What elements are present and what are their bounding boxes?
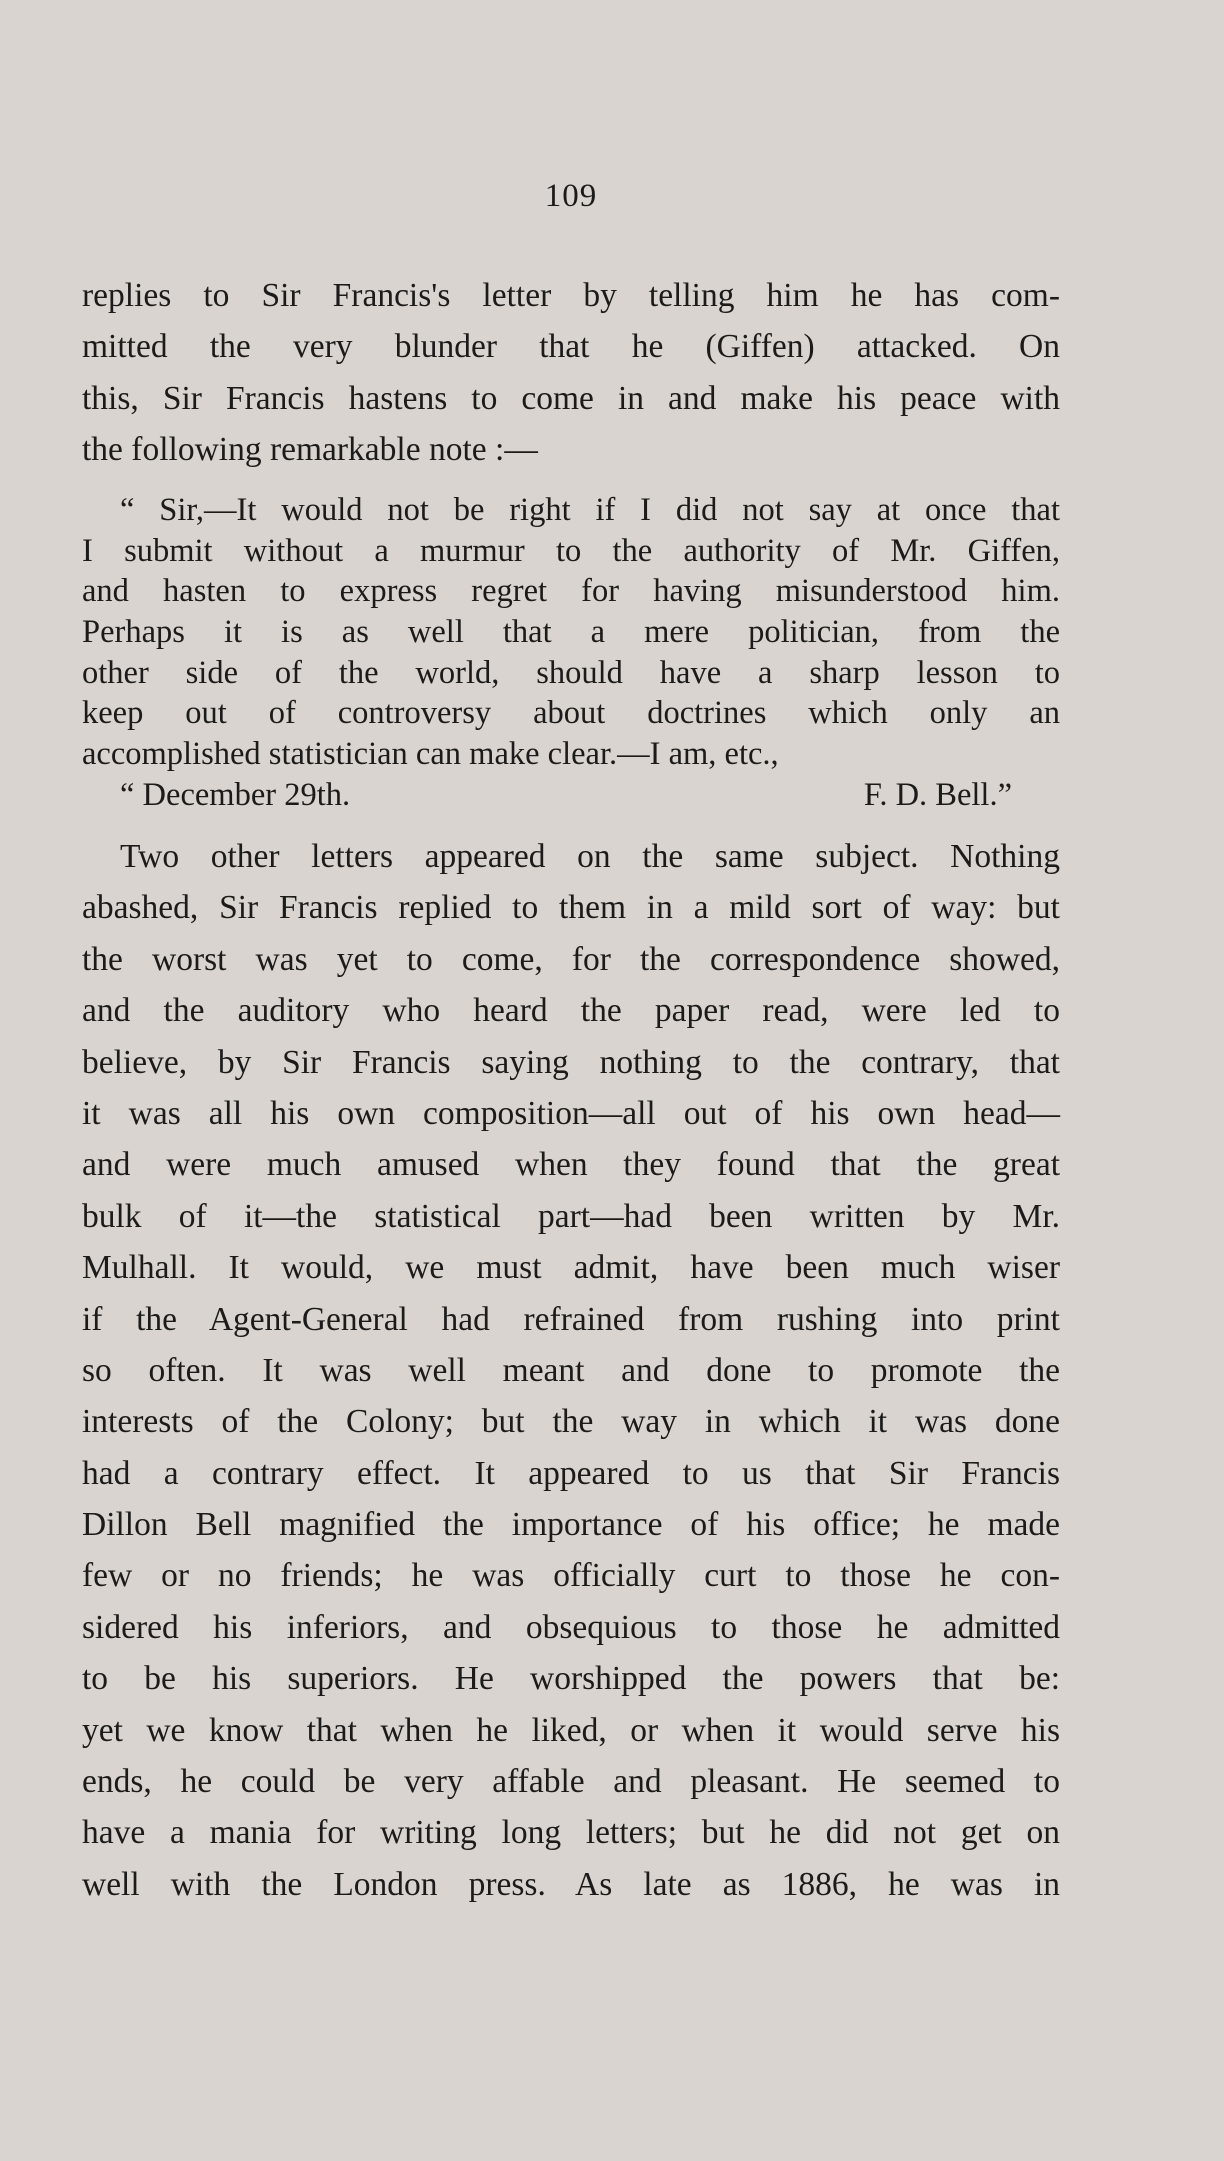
text-line: Two other letters appeared on the same subject. Nothing — [120, 838, 1060, 875]
text-line: had a contrary effect. It appeared to us that Sir Francis — [82, 1454, 1060, 1492]
quote-line: “ Sir,—It would not be right if I did not say at once that — [120, 492, 1060, 528]
text-line: abashed, Sir Francis replied to them in a mild sort of way: but — [82, 889, 1060, 927]
text-line: mitted the very blunder that he (Giffen) attacked. On — [82, 328, 1060, 366]
quote-date: “ December 29th. — [120, 776, 351, 813]
text-line: and the auditory who heard the paper read, were led to — [82, 992, 1060, 1030]
page-number: 109 — [544, 178, 598, 214]
quote-signature-line — [82, 775, 1060, 816]
text-line: believe, by Sir Francis saying nothing to the contrary, that — [82, 1043, 1060, 1081]
text-line: bulk of it—the statistical part—had been written by Mr. — [82, 1197, 1060, 1235]
quote-signature: F. D. Bell.” — [863, 776, 1012, 813]
text-line: interests of the Colony; but the way in which it was done — [82, 1403, 1060, 1441]
quote-line: keep out of controversy about doctrines which only an — [82, 695, 1060, 732]
text-line: so often. It was well meant and done to promote the — [82, 1351, 1060, 1389]
paragraph-2 — [82, 831, 1060, 1910]
text-line: and were much amused when they found that the great — [82, 1146, 1060, 1184]
text-line: well with the London press. As late as 1886, he was in — [82, 1865, 1060, 1903]
text-line: Dillon Bell magnified the importance of his office; he made — [82, 1506, 1060, 1544]
text-line: have a mania for writing long letters; but he did not get on — [82, 1814, 1060, 1852]
text-line: ends, he could be very affable and pleasant. He seemed to — [82, 1763, 1060, 1801]
quote-line: other side of the world, should have a sharp lesson to — [82, 654, 1060, 691]
text-line: to be his superiors. He worshipped the powers that be: — [82, 1660, 1060, 1698]
text-line: the worst was yet to come, for the correspondence showed, — [82, 940, 1060, 978]
text-line: replies to Sir Francis's letter by telling him he has com- — [82, 277, 1060, 314]
text-line: Mulhall. It would, we must admit, have been much wiser — [82, 1249, 1060, 1287]
text-line: this, Sir Francis hastens to come in and make his peace with — [82, 379, 1060, 417]
text-line: few or no friends; he was officially curt to those he con- — [82, 1557, 1060, 1595]
text-line: the following remarkable note :— — [82, 431, 538, 469]
quote-line: and hasten to express regret for having misunderstood him. — [82, 573, 1060, 610]
text-line: yet we know that when he liked, or when it would serve his — [82, 1711, 1060, 1749]
text-line: sidered his inferiors, and obsequious to those he admitted — [82, 1608, 1060, 1646]
quoted-letter — [82, 490, 1060, 816]
paragraph-1 — [82, 270, 1060, 476]
text-line: it was all his own composition—all out of his own head— — [82, 1094, 1060, 1132]
quote-line: I submit without a murmur to the authority of Mr. Giffen, — [82, 532, 1060, 569]
text-line: if the Agent-General had refrained from rushing into print — [82, 1300, 1060, 1338]
quote-line: Perhaps it is as well that a mere politician, from the — [82, 614, 1060, 651]
quote-line: accomplished statistician can make clear.—I am, etc., — [82, 736, 779, 773]
